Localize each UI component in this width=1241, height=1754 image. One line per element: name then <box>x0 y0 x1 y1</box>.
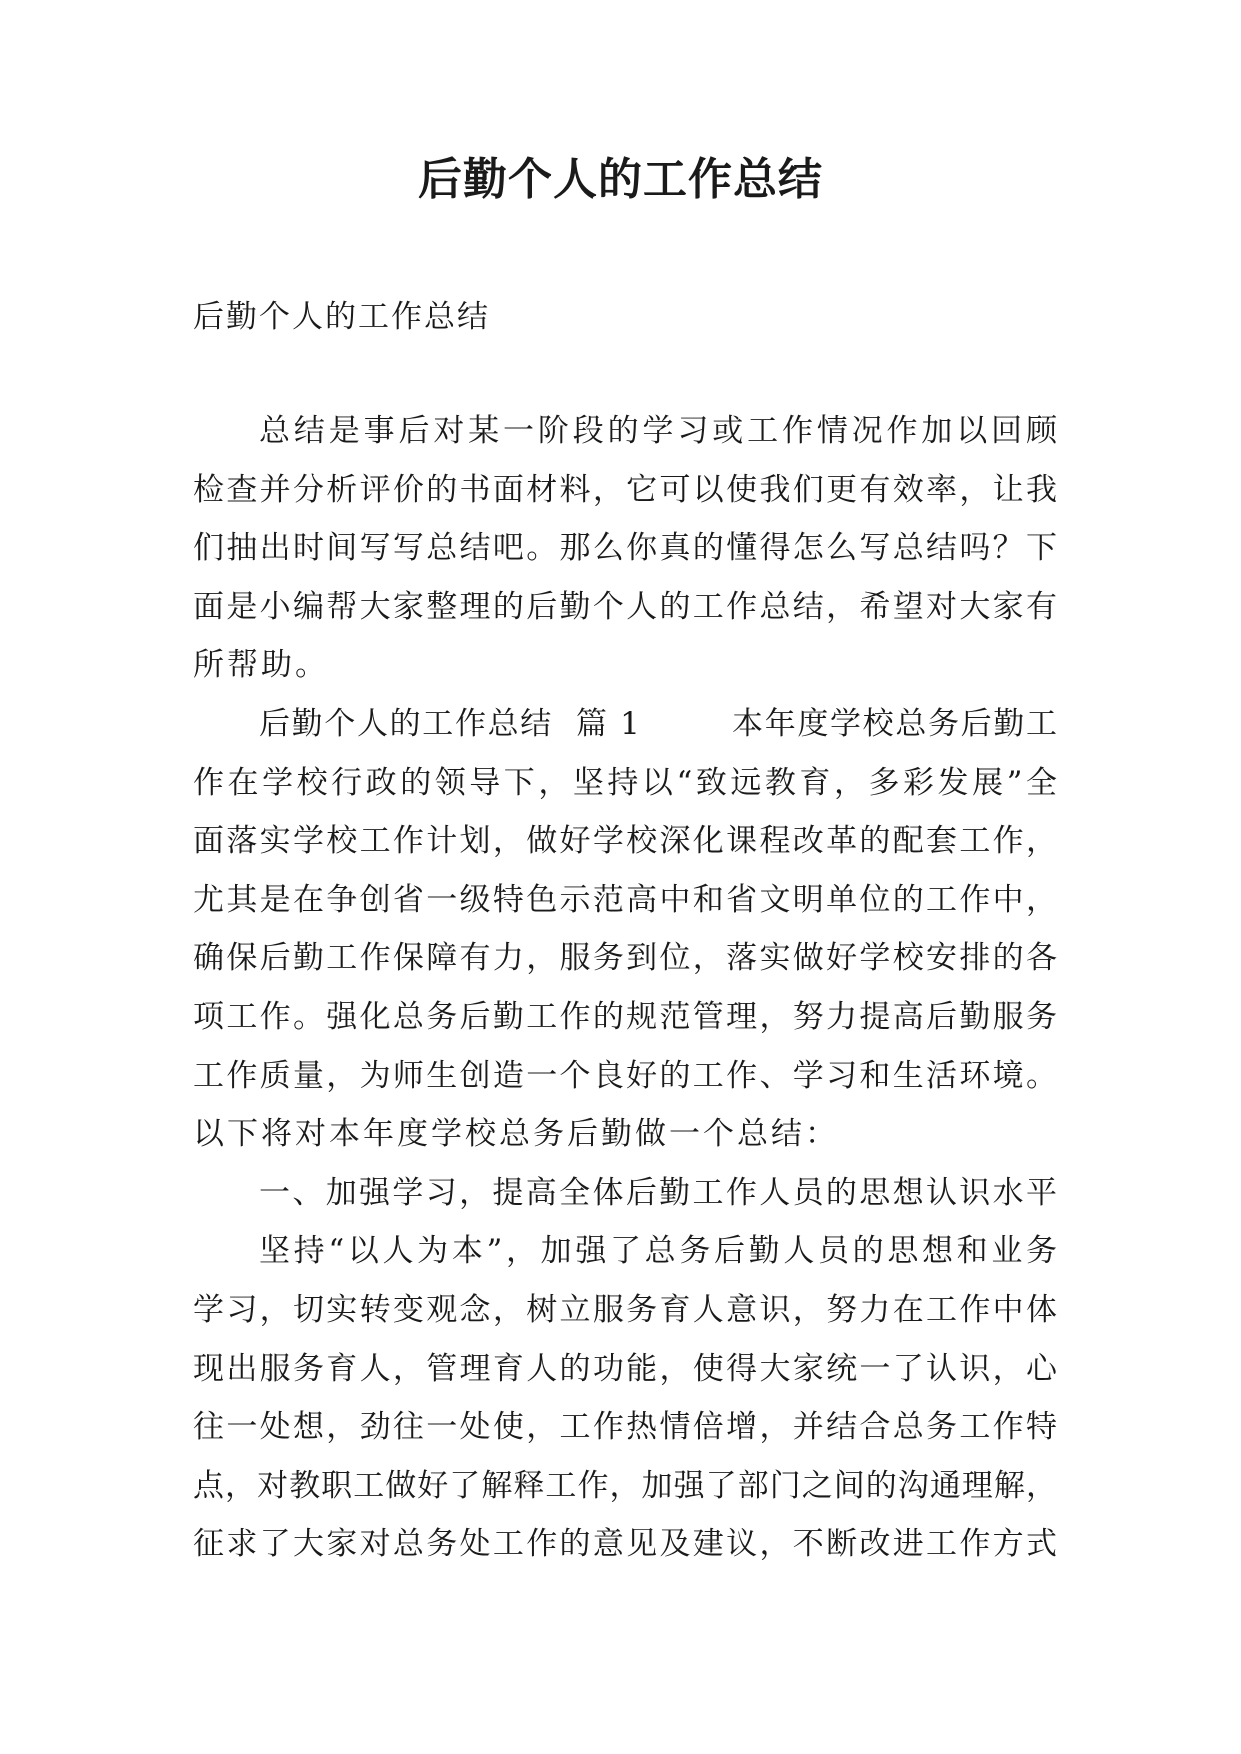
paragraph-line: 学习，切实转变观念，树立服务育人意识，努力在工作中体 <box>193 1291 1057 1328</box>
paragraph-line: 们抽出时间写写总结吧。那么你真的懂得怎么写总结吗？下 <box>193 530 1057 567</box>
document-body <box>193 402 1057 1574</box>
paragraph-line: 往一处想，劲往一处使，工作热情倍增，并结合总务工作特 <box>193 1409 1057 1446</box>
paragraph-line: 尤其是在争创省一级特色示范高中和省文明单位的工作中， <box>193 881 1057 918</box>
paragraph-line: 坚持“以人为本”，加强了总务后勤人员的思想和业务 <box>259 1233 1057 1270</box>
paragraph-line: 确保后勤工作保障有力，服务到位，落实做好学校安排的各 <box>193 940 1057 977</box>
paragraph-line: 项工作。强化总务后勤工作的规范管理，努力提高后勤服务 <box>193 998 1057 1035</box>
paragraph-line: 面落实学校工作计划，做好学校深化课程改革的配套工作， <box>193 823 1057 860</box>
paragraph-line: 总结是事后对某一阶段的学习或工作情况作加以回顾 <box>259 413 1057 449</box>
document-subtitle: 后勤个人的工作总结 <box>193 299 490 335</box>
paragraph-line: 以下将对本年度学校总务后勤做一个总结： <box>193 1116 839 1153</box>
section-heading-line: 一、加强学习，提高全体后勤工作人员的思想认识水平 <box>259 1174 1057 1211</box>
paragraph-line: 面是小编帮大家整理的后勤个人的工作总结，希望对大家有 <box>193 588 1057 625</box>
paragraph-line: 所帮助。 <box>193 647 329 684</box>
document-title: 后勤个人的工作总结 <box>418 154 823 205</box>
paragraph-line: 后勤个人的工作总结 篇 1 本年度学校总务后勤工 <box>259 705 1057 742</box>
paragraph-line: 征求了大家对总务处工作的意见及建议，不断改进工作方式 <box>193 1526 1057 1563</box>
paragraph-line: 作在学校行政的领导下，坚持以“致远教育，多彩发展”全 <box>193 764 1057 801</box>
paragraph-line: 工作质量，为师生创造一个良好的工作、学习和生活环境。 <box>193 1057 1057 1094</box>
paragraph-line: 检查并分析评价的书面材料，它可以使我们更有效率，让我 <box>193 471 1057 508</box>
paragraph-line: 现出服务育人，管理育人的功能，使得大家统一了认识，心 <box>193 1350 1057 1387</box>
paragraph-line: 点，对教职工做好了解释工作，加强了部门之间的沟通理解， <box>193 1467 1057 1504</box>
